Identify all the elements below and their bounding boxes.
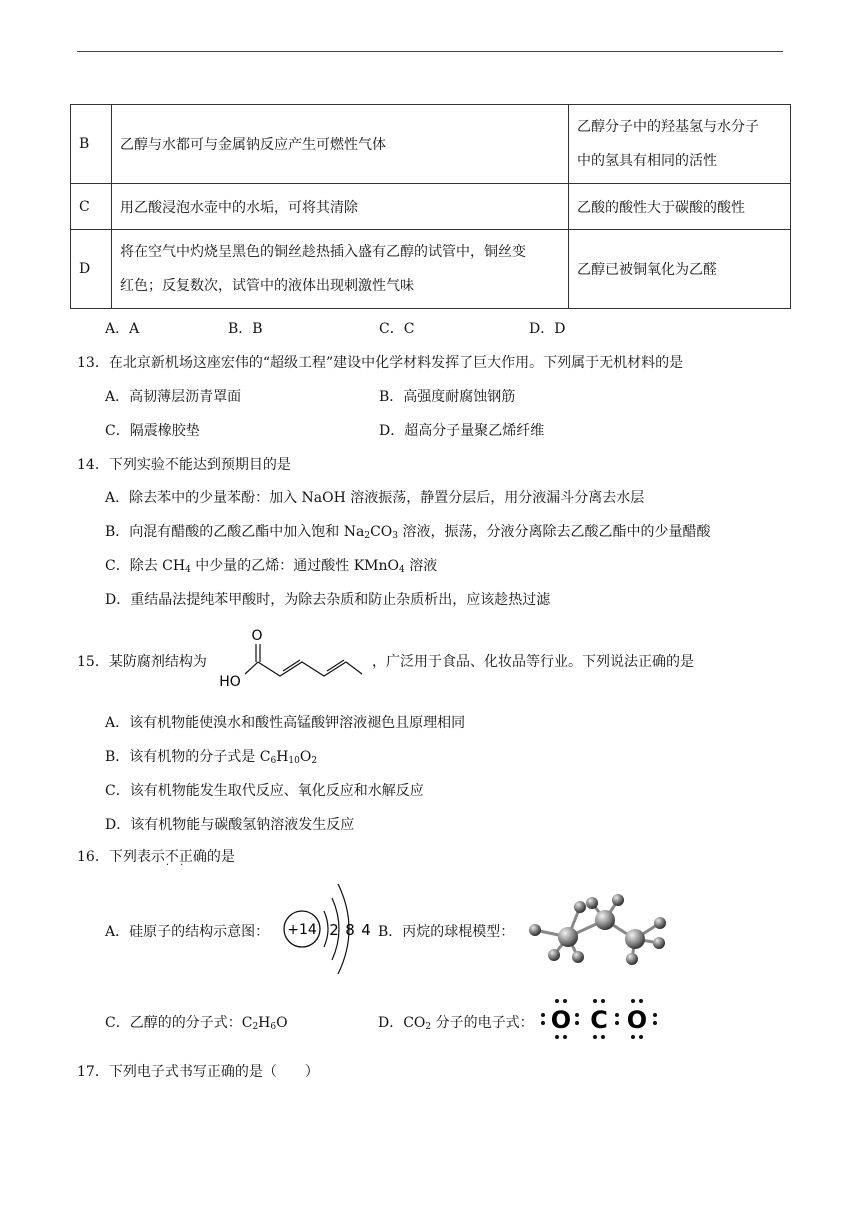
q16-option-d-label[interactable]: D．$CO_2$ 分子的电子式： [378,1015,534,1032]
q13-stem: 13．在北京新机场这座宏伟的“超级工程”建设中化学材料发挥了巨大作用。下列属于无机材料的是 [77,355,684,371]
cell-text: 中的氢具有相同的活性 [577,153,717,169]
shell-electrons-1: 2 [329,921,339,939]
q13-option-b[interactable]: B．高强度耐腐蚀钢筋 [379,389,516,405]
row-conclusion [569,184,791,230]
q14-stem: 14．下列实验不能达到预期目的是 [77,457,291,473]
co2-lewis-structure [537,995,667,1045]
cell-text: 红色；反复数次，试管中的液体出现刺激性气味 [120,278,414,294]
q17-stem: 17．下列电子式书写正确的是（ ） [77,1064,319,1080]
row-conclusion [569,105,791,184]
sorbic-acid-structure [215,624,365,694]
q15-option-c[interactable]: C．该有机物能发生取代反应、氧化反应和水解反应 [105,783,424,799]
row-experiment [112,184,569,230]
q15-option-a[interactable]: A．该有机物能使溴水和酸性高锰酸钾溶液褪色且原理相同 [105,715,466,731]
q15-stem-start: 15．某防腐剂结构为 [77,654,207,670]
q14-option-c[interactable]: C．除去 $CH_4$ 中少量的乙烯：通过酸性 KMnO$_4$ 溶液 [105,558,438,575]
header-rule [77,51,783,52]
row-letter: B [71,105,112,184]
q12-option-b[interactable]: B．B [228,321,263,337]
cell-text: 乙醇已被铜氧化为乙醛 [577,262,717,278]
q15-option-d[interactable]: D．该有机物能与碳酸氢钠溶液发生反应 [105,817,355,833]
q13-option-d[interactable]: D．超高分子量聚乙烯纤维 [379,423,545,439]
q15-option-b[interactable]: B．该有机物的分子式是 $C_6H_{10}O_2$ [105,749,318,766]
q12-option-a[interactable]: A．A [105,321,140,337]
row-letter: D [71,230,112,309]
q16-option-a-label[interactable]: A．硅原子的结构示意图： [105,924,270,940]
shell-electrons-2: 8 [345,921,355,939]
q12-option-c[interactable]: C．C [379,321,415,337]
cell-text: 乙酸的酸性大于碳酸的酸性 [577,199,745,216]
cell-text: 乙醇与水都可与金属钠反应产生可燃性气体 [120,137,386,153]
row-experiment [112,230,569,309]
emphasis-dots: 不正确 · · [165,846,207,866]
cell-text: 将在空气中灼烧呈黑色的铜丝趁热插入盛有乙醇的试管中，铜丝变 [120,244,526,260]
table-row [71,184,791,230]
structure-hydroxyl-label: HO [219,674,241,690]
silicon-atom-diagram [280,878,380,980]
q15-stem-end: ，广泛用于食品、化妆品等行业。下列说法正确的是 [372,654,694,670]
q14-option-a[interactable]: A．除去苯中的少量苯酚：加入 NaOH 溶液振荡，静置分层后，用分液漏斗分离去水层 [105,490,645,506]
nucleus-charge: +14 [287,922,317,938]
table-row [71,105,791,184]
structure-oxygen-label: O [251,628,263,644]
lewis-oxygen-left: O [550,1006,572,1034]
q12-option-d[interactable]: D．D [529,321,566,337]
lewis-oxygen-right: O [626,1006,648,1034]
propane-ball-stick-model [520,885,670,967]
q13-option-a[interactable]: A．高韧薄层沥青罩面 [105,389,242,405]
q16-option-b-label[interactable]: B．丙烷的球棍模型： [378,924,515,940]
shell-electrons-3: 4 [361,921,371,939]
cell-text: 用乙酸浸泡水壶中的水垢，可将其清除 [120,199,358,216]
row-experiment [112,105,569,184]
q14-option-d[interactable]: D．重结晶法提纯苯甲酸时，为除去杂质和防止杂质析出，应该趁热过滤 [105,592,551,608]
row-conclusion [569,230,791,309]
lewis-carbon: C [590,1006,608,1034]
q13-option-c[interactable]: C．隔震橡胶垫 [105,423,200,439]
cell-text: 乙醇分子中的羟基氢与水分子 [577,119,759,135]
table-row [71,230,791,309]
q16-stem: 16．下列表示不正确 · ·的是 [77,846,235,866]
answer-table [70,104,791,309]
q16-option-c[interactable]: C．乙醇的的分子式：$C_2H_6O$ [105,1015,288,1032]
row-letter: C [71,184,112,230]
q14-option-b[interactable]: B．向混有醋酸的乙酸乙酯中加入饱和 $Na_2CO_3$ 溶液，振荡，分液分离除去乙酸乙酯中的少量醋酸 [105,524,711,541]
